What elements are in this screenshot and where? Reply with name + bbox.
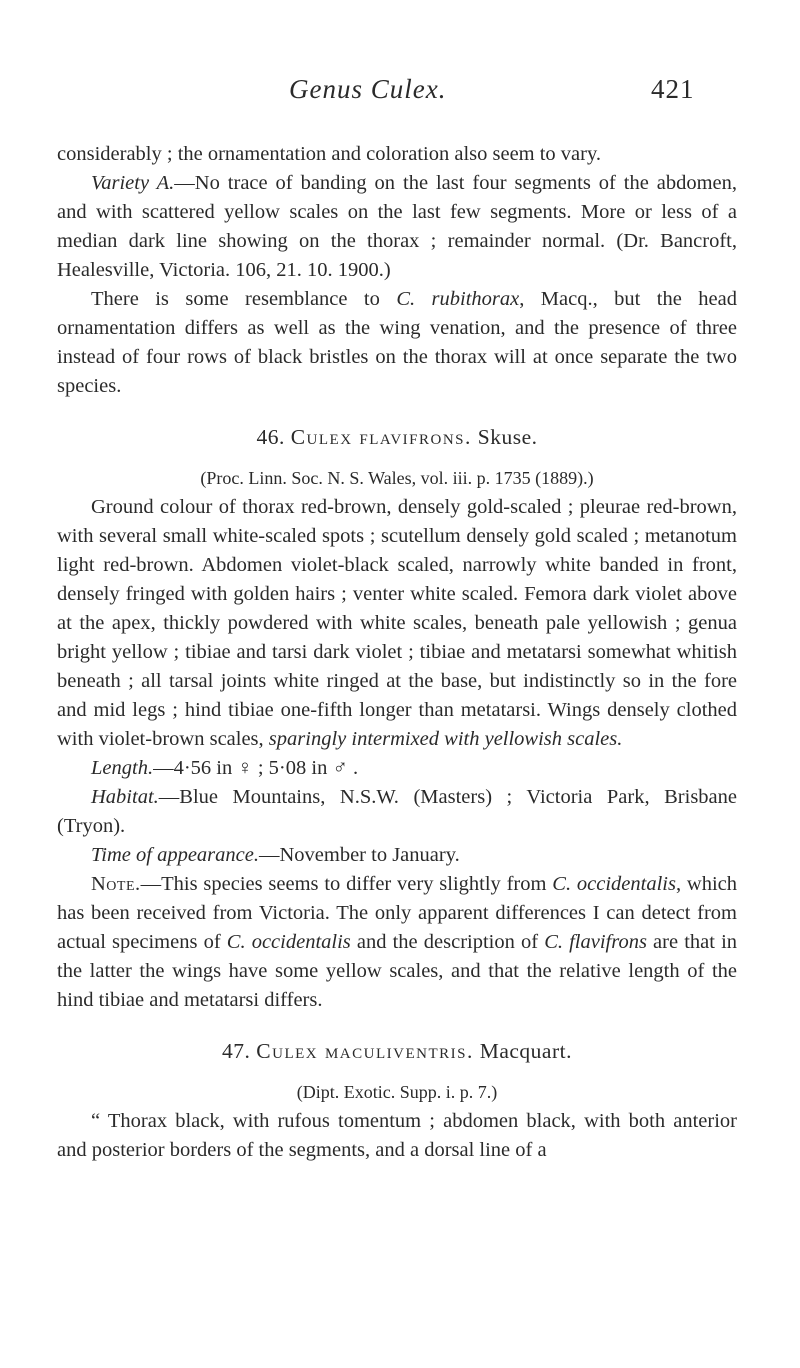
section-number: 46. [256, 425, 285, 449]
species-author: Skuse. [477, 425, 538, 449]
species-rubithorax: C. rubithorax [396, 288, 520, 310]
note-text-a: —This species seems to differ very slightly from [140, 873, 553, 895]
time-text: —November to January. [258, 844, 460, 866]
description-italic: sparingly intermixed with yellowish scales. [268, 728, 623, 750]
length-line [57, 754, 737, 783]
note-paragraph [57, 870, 737, 1015]
section-reference-46: (Proc. Linn. Soc. N. S. Wales, vol. iii. p. 1735 (1889).) [200, 468, 594, 488]
length-text: —4·56 in ♀ ; 5·08 in ♂ . [153, 757, 359, 779]
description-text: Ground colour of thorax red-brown, densely gold-scaled ; pleurae red-brown, with several small white-scaled spots ; scutellum densely gold scaled ; metanotum light red-brown. Abdomen violet-black scaled, narrowly white banded in front, densely fringed with golden hairs ; venter white scaled. Femora dark violet above at the apex, thickly powdered with white scales, beneath pale yellowish ; genua bright yellow ; tibiae and tarsi dark violet ; tibiae and metatarsi somewhat whitish beneath ; all tarsal joints white ringed at the base, but indistinctly so in the fore and mid legs ; hind tibiae one-fifth longer than metatarsi. Wings densely clothed with violet-brown scales, [57, 496, 737, 750]
section-reference-47: (Dipt. Exotic. Supp. i. p. 7.) [296, 1082, 498, 1102]
species-name: Culex maculiventris. [256, 1039, 474, 1063]
species-occidentalis: C. occidentalis [552, 873, 676, 895]
page-body [57, 140, 737, 1165]
species-description [57, 493, 737, 754]
length-label: Length. [91, 757, 154, 779]
variety-label: Variety A. [91, 172, 175, 194]
comparison-text-b: , Macq., but the head ornamentation differs as well as the wing venation, and the presence of three instead of four rows of black bristles on the thorax will at once separate the two species. [57, 288, 737, 397]
section-heading-46 [57, 423, 737, 452]
page-number: 421 [651, 74, 695, 104]
habitat-text: —Blue Mountains, N.S.W. (Masters) ; Victoria Park, Brisbane (Tryon). [57, 786, 737, 837]
running-header [0, 74, 800, 114]
species-flavifrons: C. flavifrons [544, 931, 647, 953]
habitat-label: Habitat. [91, 786, 159, 808]
quote-paragraph: “ Thorax black, with rufous tomentum ; abdomen black, with both anterior and posterior borders of the segments, and a dorsal line of a [57, 1110, 737, 1161]
comparison-paragraph [57, 285, 737, 401]
note-text-d: are that in the latter the wings have some yellow scales, and that the relative length of the hind tibiae and metatarsi differs. [57, 931, 738, 1011]
note-text-b: , which has been received from Victoria. The only apparent differences I can detect from actual specimens of [57, 873, 737, 953]
variety-text: —No trace of banding on the last four segments of the abdomen, and with scattered yellow scales on the last few segments. More or less of a median dark line showing on the thorax ; remainder normal. (Dr. Bancroft, Healesville, Victoria. 106, 21. 10. 1900.) [57, 172, 738, 281]
paragraph-continuation: considerably ; the ornamentation and coloration also seem to vary. [57, 143, 602, 165]
section-number: 47. [222, 1039, 251, 1063]
time-label: Time of appearance. [91, 844, 259, 866]
time-line [57, 841, 737, 870]
running-title: Genus Culex. [289, 74, 447, 104]
species-author: Macquart. [479, 1039, 572, 1063]
note-text-c: and the description of [350, 931, 545, 953]
note-label: Note. [91, 873, 141, 895]
variety-paragraph [57, 169, 737, 285]
habitat-line [57, 783, 737, 841]
species-occidentalis-2: C. occidentalis [226, 931, 351, 953]
section-heading-47 [57, 1037, 737, 1066]
species-name: Culex flavifrons. [290, 425, 472, 449]
comparison-text-a: There is some resemblance to [91, 288, 397, 310]
